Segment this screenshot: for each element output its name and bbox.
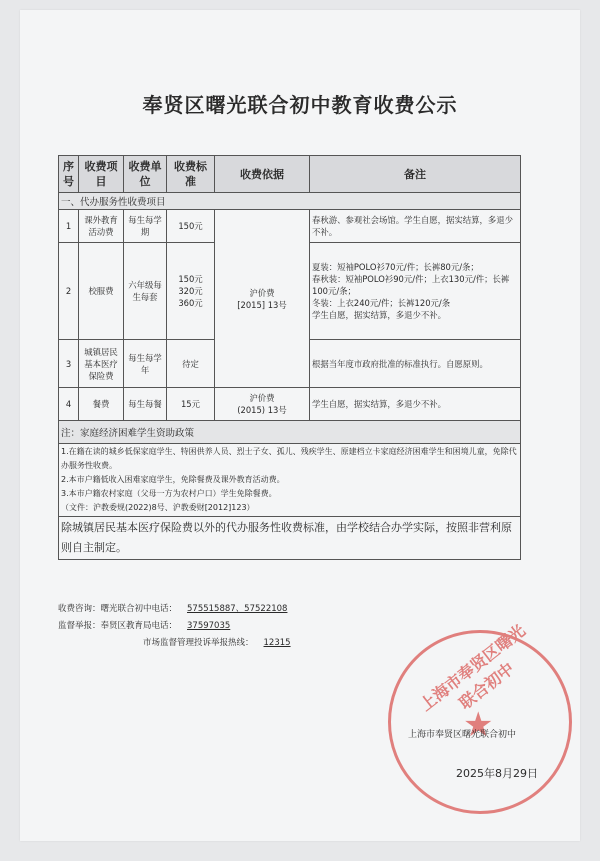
row-no: 2 xyxy=(59,243,79,340)
contact-label: 收费咨询：曙光联合初中电话： xyxy=(58,604,178,614)
contact-value: 575515887、57522108 xyxy=(187,604,288,614)
row-basis: 沪价费 [2015] 13号 xyxy=(215,210,310,388)
row-unit: 每生每学年 xyxy=(124,340,167,388)
page-title: 奉贤区曙光联合初中教育收费公示 xyxy=(142,93,458,117)
table-row xyxy=(59,210,521,243)
row-note: 学生自愿，据实结算，多退少不补。 xyxy=(310,388,521,421)
seal-text: 上海市奉贤区曙光联合初中 xyxy=(416,620,529,715)
row-unit: 每生每餐 xyxy=(124,388,167,421)
row-unit: 六年级每生每套 xyxy=(124,243,167,340)
signature: 上海市奉贤区曙光联合初中 xyxy=(408,730,517,740)
note-line: 2.本市户籍低收入困难家庭学生，免除餐费及课外教育活动费。 xyxy=(61,475,285,484)
row-standard: 150元 320元 360元 xyxy=(167,243,215,340)
contact-label: 市场监督管理投诉举报热线： xyxy=(143,638,254,648)
contact-line xyxy=(143,636,291,648)
row-standard: 15元 xyxy=(167,388,215,421)
section-title: 一、代办服务性收费项目 xyxy=(59,193,521,210)
note-line: 1.在籍在读的城乡低保家庭学生、特困供养人员、烈士子女、孤儿、残疾学生、原建档立卡家庭经济困难学生和困境儿童，免除代办服务性收费。 xyxy=(61,447,517,470)
row-note: 春秋游、参观社会场馆。学生自愿，据实结算，多退少不补。 xyxy=(310,210,521,243)
row-item: 校服费 xyxy=(79,243,124,340)
row-basis: 沪价费 (2015) 13号 xyxy=(215,388,310,421)
header-no: 序号 xyxy=(59,156,79,193)
row-no: 4 xyxy=(59,388,79,421)
contact-value: 37597035 xyxy=(187,621,231,631)
contact-value: 12315 xyxy=(263,638,291,648)
table-row xyxy=(59,388,521,421)
official-seal xyxy=(388,620,572,814)
header-note: 备注 xyxy=(310,156,521,193)
notes-block xyxy=(59,444,521,517)
header-unit: 收费单位 xyxy=(124,156,167,193)
note-title: 注：家庭经济困难学生资助政策 xyxy=(59,421,521,444)
row-no: 1 xyxy=(59,210,79,243)
contact-line xyxy=(58,602,287,614)
table-header-row xyxy=(59,156,521,193)
note-line: 3.本市户籍农村家庭（父母一方为农村户口）学生免除餐费。 xyxy=(61,489,277,498)
statement: 除城镇居民基本医疗保险费以外的代办服务性收费标准，由学校结合办学实际，按照非营利原则自主制定。 xyxy=(59,517,521,560)
row-unit: 每生每学期 xyxy=(124,210,167,243)
star-icon: ★ xyxy=(463,705,494,745)
note-line: （文件：沪教委规(2022)8号、沪教委财[2012]123） xyxy=(61,503,255,512)
row-item: 城镇居民基本医疗保险费 xyxy=(79,340,124,388)
row-note: 夏装：短袖POLO衫70元/件；长裤80元/条； 春秋装：短袖POLO衫90元/件；上衣130元/件；长裤100元/条； 冬装：上衣240元/件；长裤120元/条 学生自愿，据实结算，多退少不补。 xyxy=(310,243,521,340)
row-note: 根据当年度市政府批准的标准执行。自愿原则。 xyxy=(310,340,521,388)
header-item: 收费项目 xyxy=(79,156,124,193)
header-standard: 收费标准 xyxy=(167,156,215,193)
row-item: 餐费 xyxy=(79,388,124,421)
fee-table xyxy=(58,155,521,560)
contact-label: 监督举报：奉贤区教育局电话： xyxy=(58,621,178,631)
row-standard: 待定 xyxy=(167,340,215,388)
header-basis: 收费依据 xyxy=(215,156,310,193)
row-standard: 150元 xyxy=(167,210,215,243)
issue-date: 2025年8月29日 xyxy=(456,767,538,780)
row-item: 课外教育活动费 xyxy=(79,210,124,243)
page xyxy=(20,10,580,841)
contact-line xyxy=(58,619,230,631)
row-no: 3 xyxy=(59,340,79,388)
